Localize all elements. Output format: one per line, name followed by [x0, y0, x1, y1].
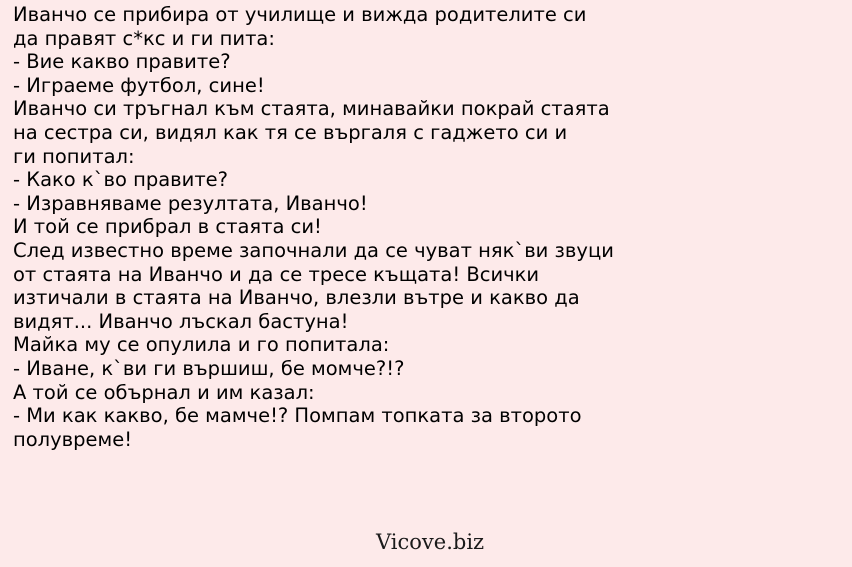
joke-text [13, 3, 843, 451]
joke-line: - Играеме футбол, сине! [13, 73, 265, 97]
joke-line: да правят с*кс и ги пита: [13, 26, 275, 50]
joke-line: ги попитал: [13, 144, 135, 168]
joke-line: - Изравняваме резултата, Иванчо! [13, 191, 368, 215]
joke-line: на сестра си, видял как тя се въргаля с гаджето си и [13, 120, 568, 144]
joke-line: - Вие какво правите? [13, 50, 231, 74]
joke-line: от стаята на Иванчо и да се тресе къщата! Всички [13, 262, 540, 286]
joke-line: След известно време започнали да се чуват няк`ви звуци [13, 238, 614, 262]
joke-line: видят... Иванчо лъскал бастуна! [13, 309, 349, 333]
joke-line: изтичали в стаята на Иванчо, влезли вътре и какво да [13, 286, 580, 310]
joke-line: - Иване, к`ви ги вършиш, бе момче?!? [13, 356, 405, 380]
joke-line: - Ми как какво, бе мамче!? Помпам топката за второто [13, 404, 582, 428]
joke-line: полувреме! [13, 427, 133, 451]
site-watermark: Vicove.biz [376, 530, 485, 554]
joke-line: - Како к`во правите? [13, 168, 229, 192]
joke-line: Иванчо си тръгнал към стаята, минавайки покрай стаята [13, 97, 610, 121]
joke-line: И той се прибрал в стаята си! [13, 215, 322, 239]
joke-line: Иванчо се прибира от училище и вижда родителите си [13, 3, 587, 26]
joke-line: Майка му се опулила и го попитала: [13, 333, 390, 357]
joke-line: А той се обърнал и им казал: [13, 380, 315, 404]
